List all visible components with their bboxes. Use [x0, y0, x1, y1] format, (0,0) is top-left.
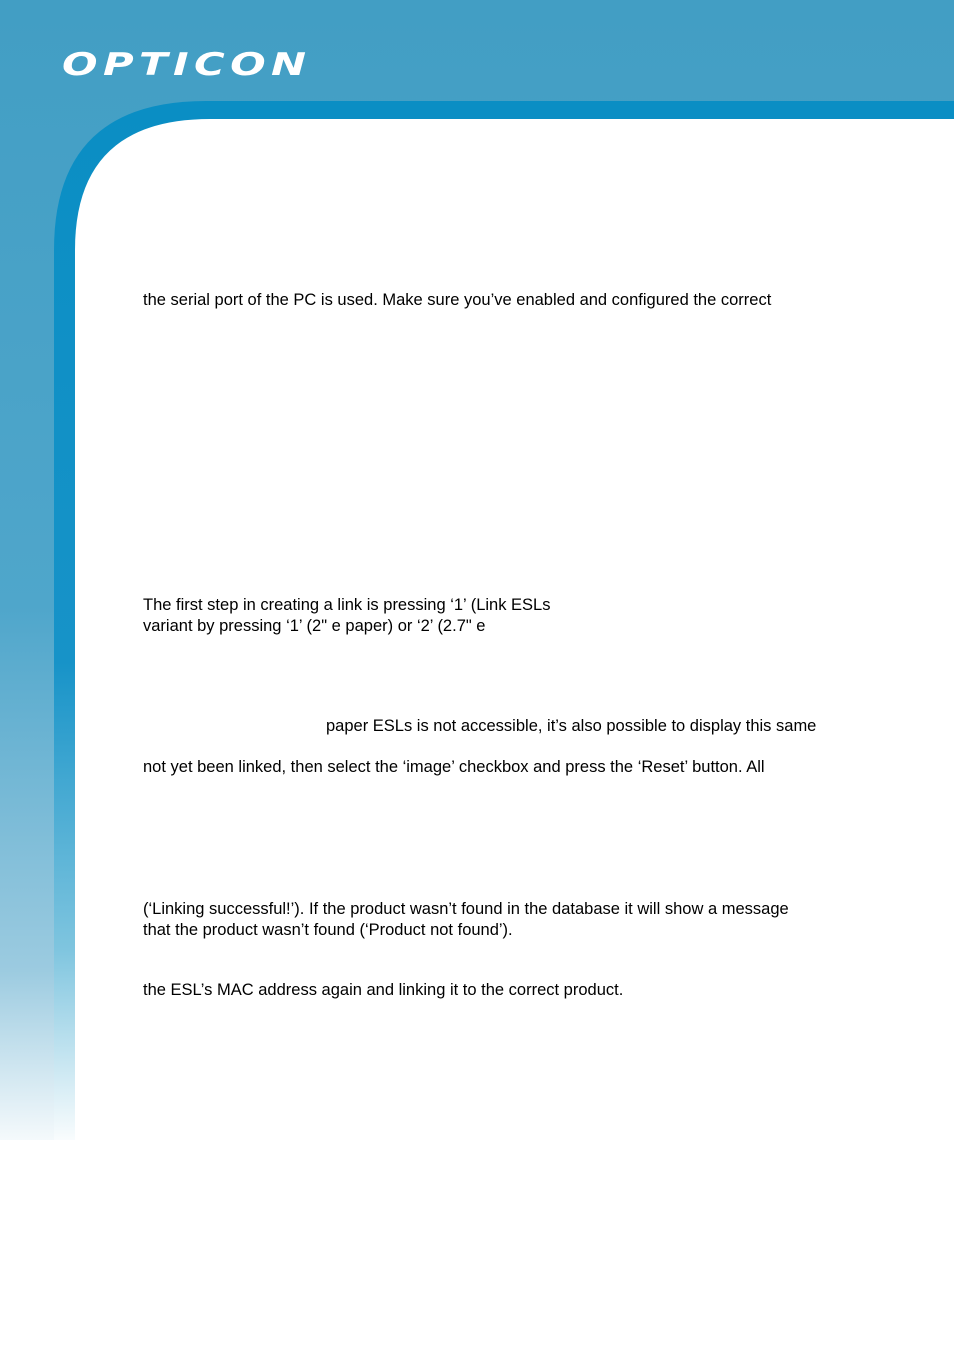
- opticon-logo: OPTICON: [62, 47, 312, 83]
- text-first-step-line-2: variant by pressing ‘1’ (2" e paper) or ‘2’ (2.7" e: [143, 616, 486, 635]
- text-linking-success-line-1: (‘Linking successful!’). If the product wasn’t found in the database it will show a message: [143, 900, 789, 918]
- text-paper-esls: paper ESLs is not accessible, it’s also possible to display this same: [326, 717, 817, 735]
- text-linking-success-line-2: that the product wasn’t found (‘Product not found’).: [143, 920, 513, 939]
- footer-area: [0, 1140, 954, 1349]
- text-serial-port: the serial port of the PC is used. Make sure you’ve enabled and configured the correct: [143, 291, 772, 309]
- text-not-linked: not yet been linked, then select the ‘image’ checkbox and press the ‘Reset’ button. All: [143, 758, 765, 776]
- text-mac-address: the ESL’s MAC address again and linking it to the correct product.: [143, 981, 624, 999]
- text-first-step-line-1: The first step in creating a link is pressing ‘1’ (Link ESLs: [143, 596, 551, 614]
